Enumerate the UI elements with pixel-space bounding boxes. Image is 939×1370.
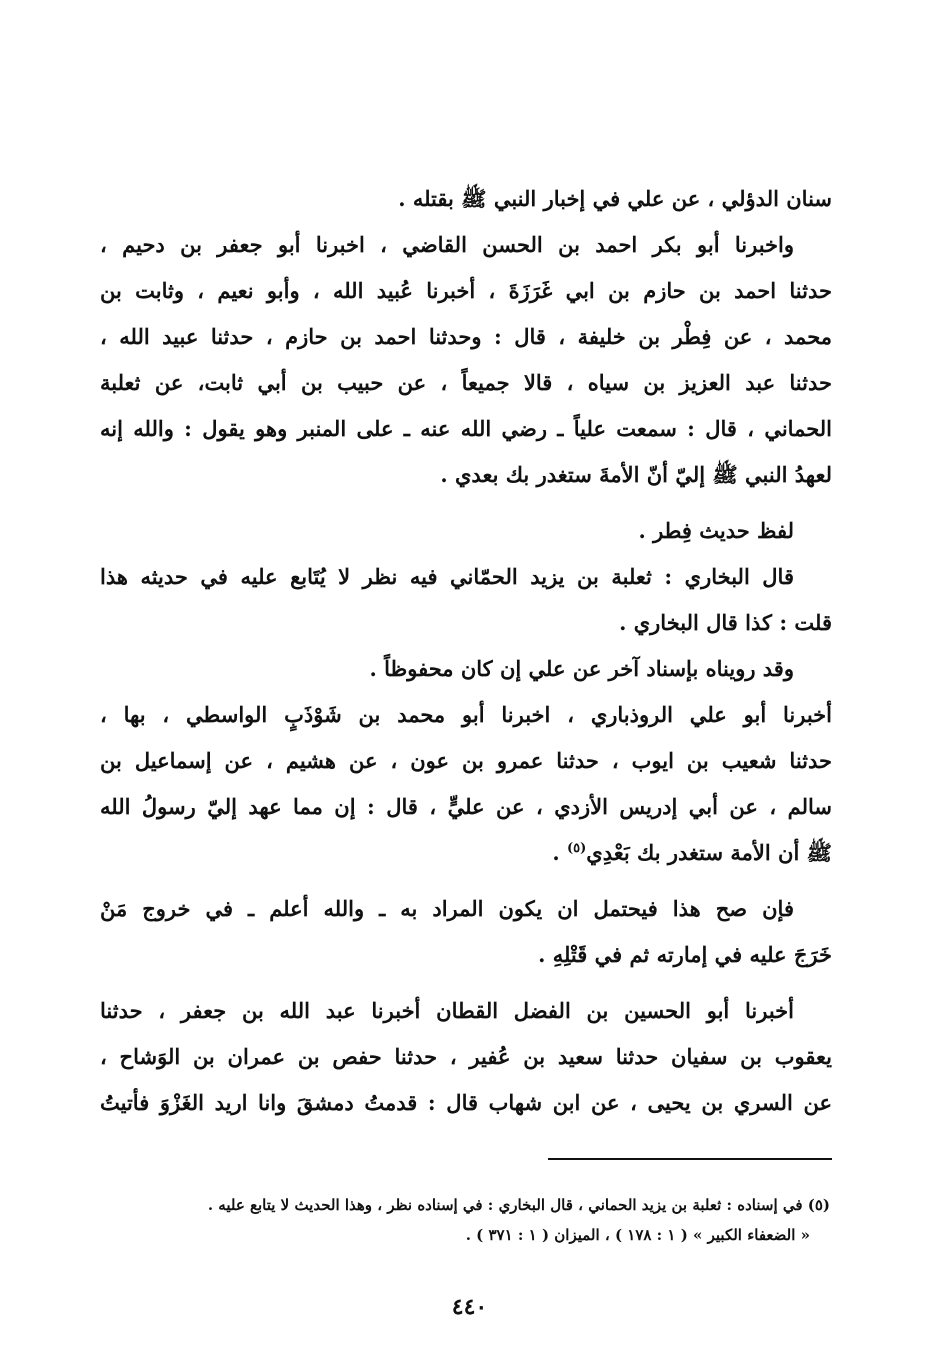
footnote-line: « الضعفاء الكبير » ( ١ : ١٧٨ ) ، الميزان ( ١ : ٣٧١ ) . — [465, 1226, 810, 1244]
footnote-separator — [548, 1158, 832, 1160]
text-line: يعقوب بن سفيان حدثنا سعيد بن عُفير ، حدثنا حفص بن عمران بن الوَشاح ، — [100, 1044, 832, 1069]
text-line: لفظ حديث فِطر . — [638, 518, 794, 543]
text-line: فإن صح هذا فيحتمل ان يكون المراد به ـ والله أعلم ـ في خروج مَنْ — [100, 896, 794, 921]
text-line: واخبرنا أبو بكر احمد بن الحسن القاضي ، اخبرنا أبو جعفر بن دحيم ، — [100, 232, 794, 257]
text-line: حدثنا عبد العزيز بن سياه ، قالا جميعاً ، عن حبيب بن أبي ثابت، عن ثعلبة — [100, 370, 832, 395]
text-line: لعهدُ النبي ﷺ إليّ أنّ الأمةَ ستغدر بك بعدي . — [440, 462, 832, 487]
text-line: أخبرنا أبو علي الروذباري ، اخبرنا أبو محمد بن شَوْذَبٍ الواسطي ، بها ، — [100, 702, 832, 727]
text-line: قال البخاري : ثعلبة بن يزيد الحمّاني فيه نظر لا يُتَابع عليه في حديثه هذا — [100, 564, 794, 589]
footnote-marker: (٥) — [566, 841, 587, 856]
page-number: ٤٤٠ — [451, 1294, 488, 1320]
text-line: أخبرنا أبو الحسين بن الفضل القطان أخبرنا عبد الله بن جعفر ، حدثنا — [100, 998, 794, 1023]
text-line: حدثنا احمد بن حازم بن ابي غَرَزَةَ ، أخبرنا عُبيد الله ، وأبو نعيم ، وثابت بن — [100, 278, 832, 303]
sentence-end: . — [552, 840, 567, 865]
text-line: سنان الدؤلي ، عن علي في إخبار النبي ﷺ بقتله . — [398, 186, 832, 211]
text-line: الحماني ، قال : سمعت علياً ـ رضي الله عنه ـ على المنبر وهو يقول : والله إنه — [100, 416, 832, 441]
text-line-content: ﷺ أن الأمة ستغدر بك بَعْدِي — [586, 840, 832, 865]
text-line — [100, 830, 832, 876]
text-line: وقد رويناه بإسناد آخر عن علي إن كان محفوظاً . — [369, 656, 794, 681]
text-line: محمد ، عن فِطْر بن خليفة ، قال : وحدثنا احمد بن حازم ، حدثنا عبيد الله ، — [100, 324, 832, 349]
text-line: عن السري بن يحيى ، عن ابن شهاب قال : قدمتُ دمشقَ وانا اريد الغَزْوَ فأتيتُ — [100, 1090, 832, 1115]
text-line: خَرَجَ عليه في إمارته ثم في قَتْلِهِ . — [538, 942, 832, 967]
text-line: سالم ، عن أبي إدريس الأزدي ، عن عليٍّ ، قال : إن مما عهد إليّ رسولُ الله — [100, 794, 832, 819]
footnotes — [100, 1190, 830, 1250]
text-line: حدثنا شعيب بن ايوب ، حدثنا عمرو بن عون ، عن هشيم ، عن إسماعيل بن — [100, 748, 832, 773]
footnote-line: (٥) في إسناده : ثعلبة بن يزيد الحماني ، قال البخاري : في إسناده نظر ، وهذا الحديث لا يتابع عليه . — [207, 1196, 830, 1214]
body-text — [100, 176, 832, 1126]
text-line: قلت : كذا قال البخاري . — [619, 610, 832, 635]
